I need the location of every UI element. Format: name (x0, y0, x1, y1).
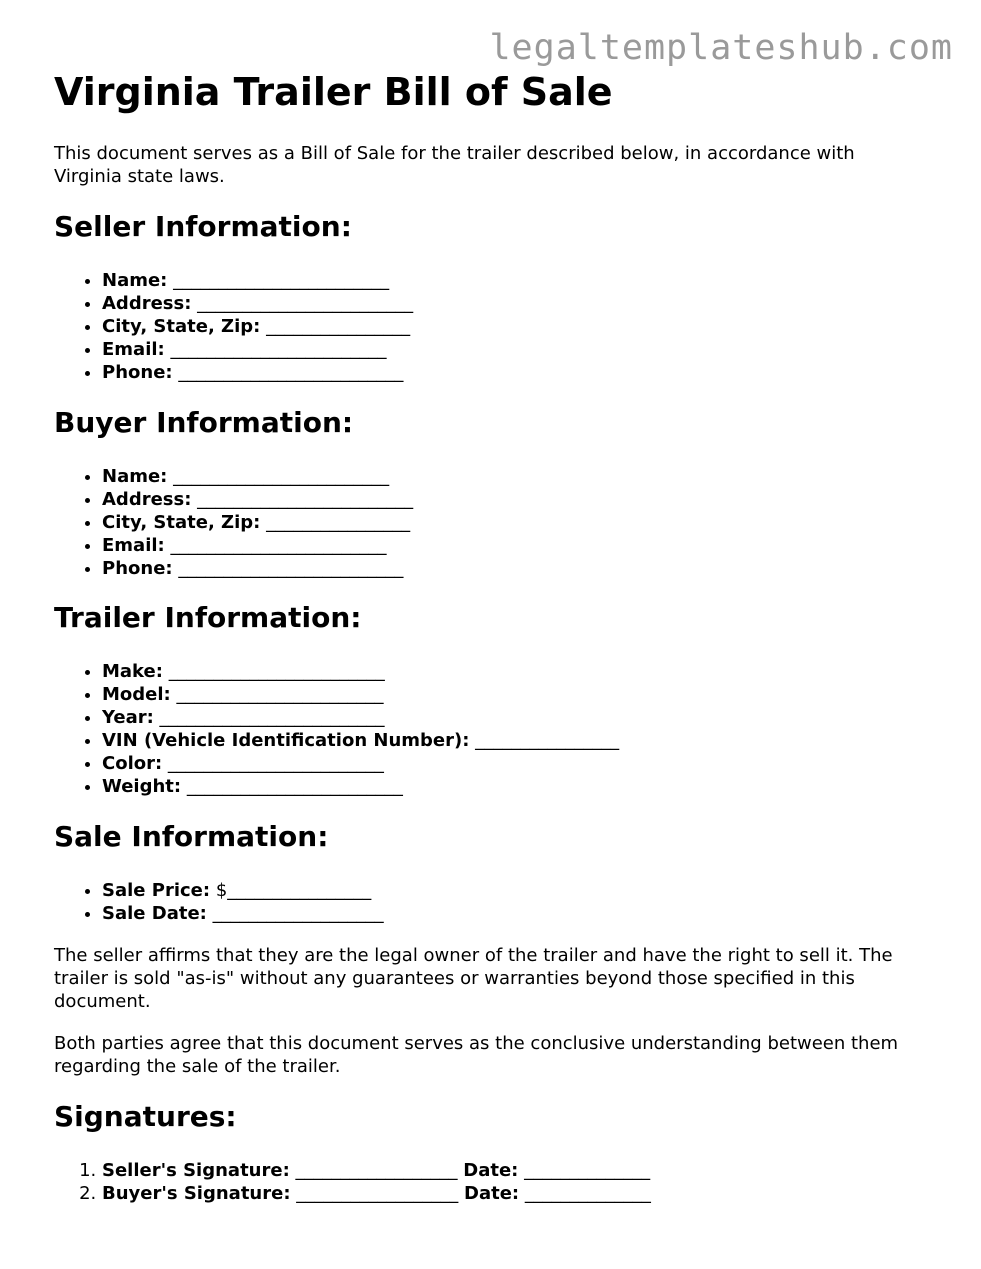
buyer-signature-item (102, 1182, 651, 1205)
blank-line: ________________________ (170, 535, 387, 556)
date-line: ______________ (524, 1160, 651, 1181)
signature-label: Buyer's Signature: (102, 1183, 291, 1204)
trailer-year-item (102, 706, 619, 729)
buyer-email-item (102, 534, 413, 557)
field-label: Address: (102, 489, 192, 510)
sale-date-item (102, 902, 384, 925)
seller-list (54, 269, 413, 384)
sale-price-item (102, 879, 384, 902)
blank-line: ________________________ (167, 753, 384, 774)
blank-line: ________________________ (170, 339, 387, 360)
field-label: Sale Date: (102, 903, 207, 924)
buyer-phone-item (102, 557, 413, 580)
trailer-vin-item (102, 729, 619, 752)
blank-line: ________________ (266, 316, 411, 337)
blank-line: _______________________ (176, 684, 384, 705)
trailer-make-item (102, 660, 619, 683)
field-label: Address: (102, 293, 192, 314)
trailer-list (54, 660, 619, 798)
buyer-heading: Buyer Information: (54, 406, 354, 439)
blank-line: ________________ (475, 730, 620, 751)
buyer-name-item (102, 465, 413, 488)
seller-city-item (102, 315, 413, 338)
watermark: legaltemplateshub.com (489, 28, 953, 68)
seller-heading: Seller Information: (54, 210, 352, 243)
field-label: Phone: (102, 558, 173, 579)
blank-line: $________________ (215, 880, 372, 901)
date-label: Date: (464, 1183, 520, 1204)
seller-signature-item (102, 1159, 651, 1182)
buyer-city-item (102, 511, 413, 534)
blank-line: ________________________ (197, 489, 414, 510)
field-label: Email: (102, 535, 165, 556)
blank-line: ___________________ (212, 903, 384, 924)
date-label: Date: (463, 1160, 519, 1181)
trailer-color-item (102, 752, 619, 775)
field-label: Name: (102, 270, 168, 291)
blank-line: ________________________ (173, 270, 390, 291)
field-label: City, State, Zip: (102, 316, 261, 337)
trailer-model-item (102, 683, 619, 706)
field-label: Year: (102, 707, 154, 728)
field-label: City, State, Zip: (102, 512, 261, 533)
blank-line: _________________________ (178, 362, 404, 383)
blank-line: _________________________ (178, 558, 404, 579)
signature-label: Seller's Signature: (102, 1160, 290, 1181)
trailer-heading: Trailer Information: (54, 601, 362, 634)
buyer-address-item (102, 488, 413, 511)
field-label: Name: (102, 466, 168, 487)
signature-line: __________________ (295, 1160, 458, 1181)
sale-list (54, 879, 384, 925)
blank-line: _________________________ (159, 707, 385, 728)
field-label: Color: (102, 753, 163, 774)
blank-line: ________________________ (197, 293, 414, 314)
affirmation-paragraph: The seller affirms that they are the legal owner of the trailer and have the right to sell it. The trailer is sold "as-is" without any guarantees or warranties beyond those specified in this document. (54, 945, 893, 1012)
field-label: Email: (102, 339, 165, 360)
field-label: Make: (102, 661, 163, 682)
blank-line: ________________________ (168, 661, 385, 682)
signatures-heading: Signatures: (54, 1100, 237, 1133)
field-label: Weight: (102, 776, 182, 797)
date-line: ______________ (524, 1183, 651, 1204)
seller-address-item (102, 292, 413, 315)
seller-email-item (102, 338, 413, 361)
trailer-weight-item (102, 775, 619, 798)
seller-name-item (102, 269, 413, 292)
signatures-list (54, 1159, 651, 1205)
seller-phone-item (102, 361, 413, 384)
signature-line: __________________ (296, 1183, 459, 1204)
sale-heading: Sale Information: (54, 820, 329, 853)
blank-line: ________________________ (173, 466, 390, 487)
buyer-list (54, 465, 413, 580)
blank-line: ________________ (266, 512, 411, 533)
document-title: Virginia Trailer Bill of Sale (54, 70, 613, 114)
blank-line: ________________________ (186, 776, 403, 797)
field-label: Sale Price: (102, 880, 211, 901)
field-label: VIN (Vehicle Identification Number): (102, 730, 470, 751)
agreement-paragraph: Both parties agree that this document serves as the conclusive understanding between them regarding the sale of the trailer. (54, 1033, 899, 1077)
field-label: Phone: (102, 362, 173, 383)
field-label: Model: (102, 684, 171, 705)
intro-paragraph: This document serves as a Bill of Sale for the trailer described below, in accordance with Virginia state laws. (54, 143, 855, 187)
